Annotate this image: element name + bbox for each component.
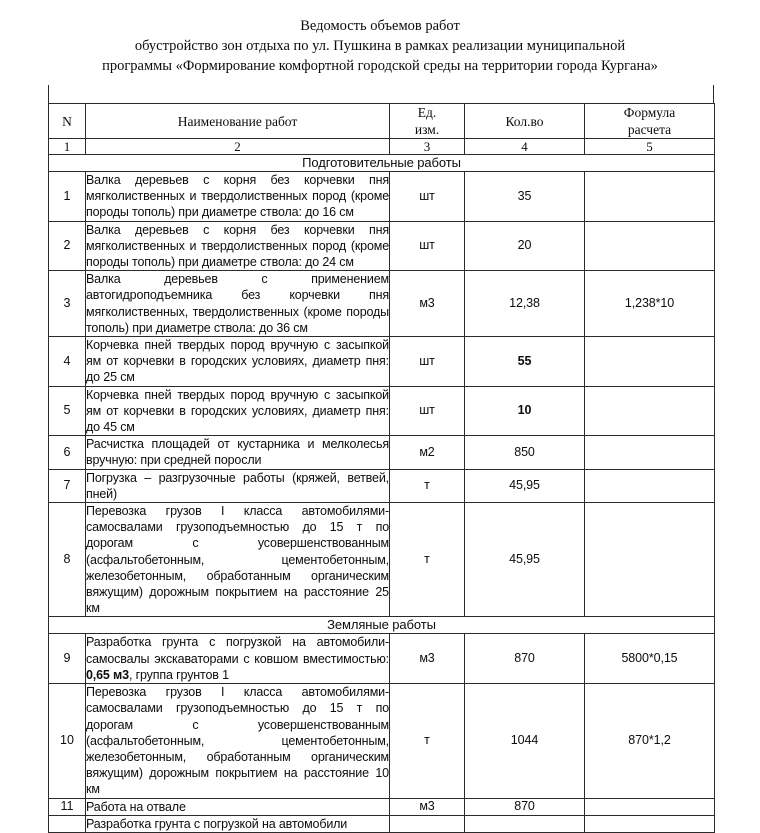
row-work-name: Валка деревьев с корня без корчевки пня мягколиственных и твердолиственных пород (кроме породы тополь) при диаметре ствола: до 24 см bbox=[86, 222, 389, 270]
row-formula bbox=[585, 436, 715, 469]
row-work-name-emphasis: 0,65 м3 bbox=[86, 667, 129, 682]
row-formula bbox=[585, 337, 715, 387]
row-work-name: Перевозка грузов I класса автомобилями-самосвалами грузоподъемностью до 15 т по дорогам с усовершенствованным (асфальтобетонным, цементобетонным, железобетонным, обработанным органическим вяжущим) дорожным покрытием на расстояние 10 км bbox=[86, 685, 389, 797]
header-unit-line-2: изм. bbox=[414, 122, 440, 137]
column-number-4: 4 bbox=[465, 139, 585, 155]
row-work-name bbox=[86, 634, 390, 684]
column-number-2: 2 bbox=[86, 139, 390, 155]
row-quantity: 45,95 bbox=[465, 503, 585, 617]
row-formula: 870*1,2 bbox=[585, 684, 715, 798]
table-row bbox=[49, 503, 715, 617]
table-row bbox=[49, 684, 715, 798]
table-row bbox=[49, 337, 715, 387]
row-formula bbox=[585, 172, 715, 222]
row-work-name: Валка деревьев с корня без корчевки пня мягколиственных и твердолиственных пород (кроме породы тополь) при диаметре ствола: до 16 см bbox=[86, 173, 389, 220]
row-quantity: 20 bbox=[465, 221, 585, 271]
row-quantity: 35 bbox=[465, 172, 585, 222]
column-number-5: 5 bbox=[585, 139, 715, 155]
table-row bbox=[49, 172, 715, 222]
row-number: 3 bbox=[49, 271, 86, 337]
row-quantity: 870 bbox=[465, 634, 585, 684]
row-number: 5 bbox=[49, 386, 86, 436]
section-title-earthworks: Земляные работы bbox=[49, 617, 715, 634]
title-line-1: Ведомость объемов работ bbox=[300, 18, 460, 34]
row-formula bbox=[585, 815, 715, 832]
tick-mark-left bbox=[48, 85, 49, 103]
row-quantity: 1044 bbox=[465, 684, 585, 798]
row-unit: шт bbox=[390, 221, 465, 271]
row-formula bbox=[585, 221, 715, 271]
row-work-name-suffix: , группа грунтов 1 bbox=[128, 667, 229, 682]
row-formula: 1,238*10 bbox=[585, 271, 715, 337]
row-number bbox=[49, 815, 86, 832]
row-number: 8 bbox=[49, 503, 86, 617]
row-quantity: 12,38 bbox=[465, 271, 585, 337]
table-body bbox=[49, 104, 715, 833]
header-formula-line-2: расчета bbox=[627, 122, 672, 137]
row-work-name: Работа на отвале bbox=[86, 798, 390, 815]
table-top-tick-marks bbox=[0, 85, 760, 103]
header-unit bbox=[390, 104, 465, 139]
document-title bbox=[0, 0, 760, 76]
table-row bbox=[49, 386, 715, 436]
table-row bbox=[49, 469, 715, 502]
table-row bbox=[49, 271, 715, 337]
row-number: 11 bbox=[49, 798, 86, 815]
row-unit: т bbox=[390, 684, 465, 798]
works-volume-table bbox=[48, 103, 715, 833]
table-row bbox=[49, 436, 715, 469]
row-unit: т bbox=[390, 503, 465, 617]
row-formula bbox=[585, 798, 715, 815]
row-work-name: Перевозка грузов I класса автомобилями-самосвалами грузоподъемностью до 15 т по дорогам с усовершенствованным (асфальтобетонным, цементобетонным, железобетонным, обработанным органическим вяжущим) дорожным покрытием на расстояние 25 км bbox=[86, 504, 389, 616]
tick-mark-right bbox=[713, 85, 714, 103]
row-unit: т bbox=[390, 469, 465, 502]
row-work-name: Корчевка пней твердых пород вручную с засыпкой ям от корчевки в городских условиях, диаметр пня: до 25 см bbox=[86, 338, 389, 385]
row-work-name: Расчистка площадей от кустарника и мелколесья вручную: при средней поросли bbox=[86, 437, 389, 468]
row-unit: м3 bbox=[390, 634, 465, 684]
row-number: 4 bbox=[49, 337, 86, 387]
row-number: 1 bbox=[49, 172, 86, 222]
row-formula: 5800*0,15 bbox=[585, 634, 715, 684]
row-work-name-prefix: Разработка грунта с погрузкой на автомобили-самосвалы экскаваторами с ковшом вместимостью: bbox=[86, 635, 389, 666]
table-row bbox=[49, 798, 715, 815]
row-quantity: 55 bbox=[465, 337, 585, 387]
row-formula bbox=[585, 469, 715, 502]
row-unit: шт bbox=[390, 172, 465, 222]
column-number-1: 1 bbox=[49, 139, 86, 155]
row-unit bbox=[390, 815, 465, 832]
header-num: N bbox=[49, 104, 86, 139]
row-unit: шт bbox=[390, 337, 465, 387]
row-number: 2 bbox=[49, 221, 86, 271]
table-row bbox=[49, 634, 715, 684]
row-quantity: 870 bbox=[465, 798, 585, 815]
row-formula bbox=[585, 503, 715, 617]
table-header-row bbox=[49, 104, 715, 139]
title-line-3: программы «Формирование комфортной городской среды на территории города Кургана» bbox=[102, 58, 658, 74]
section-row-earthworks bbox=[49, 617, 715, 634]
row-work-name: Погрузка – разгрузочные работы (кряжей, ветвей, пней) bbox=[86, 470, 389, 501]
row-number: 9 bbox=[49, 634, 86, 684]
row-unit: м3 bbox=[390, 798, 465, 815]
row-work-name: Корчевка пней твердых пород вручную с засыпкой ям от корчевки в городских условиях, диаметр пня: до 45 см bbox=[86, 387, 389, 435]
row-unit: м2 bbox=[390, 436, 465, 469]
section-row-preparatory bbox=[49, 155, 715, 172]
title-line-2: обустройство зон отдыха по ул. Пушкина в рамках реализации муниципальной bbox=[134, 38, 626, 54]
row-formula bbox=[585, 386, 715, 436]
row-unit: шт bbox=[390, 386, 465, 436]
row-number: 6 bbox=[49, 436, 86, 469]
header-formula-line-1: Формула bbox=[623, 105, 676, 120]
row-unit: м3 bbox=[390, 271, 465, 337]
header-name: Наименование работ bbox=[86, 104, 390, 139]
row-quantity: 45,95 bbox=[465, 469, 585, 502]
row-quantity: 850 bbox=[465, 436, 585, 469]
row-work-name: Валка деревьев с применением автогидроподъемника без корчевки пня мягколиственных, твердолиственных (кроме породы тополь) при диаметре ствола: до 36 см bbox=[86, 272, 389, 335]
section-title-preparatory: Подготовительные работы bbox=[49, 155, 715, 172]
row-number: 10 bbox=[49, 684, 86, 798]
header-quantity: Кол.во bbox=[465, 104, 585, 139]
table-row bbox=[49, 815, 715, 832]
column-number-row bbox=[49, 139, 715, 155]
row-quantity bbox=[465, 815, 585, 832]
header-unit-line-1: Ед. bbox=[417, 105, 437, 120]
row-quantity: 10 bbox=[465, 386, 585, 436]
row-work-name: Разработка грунта с погрузкой на автомобили bbox=[86, 815, 390, 832]
header-formula bbox=[585, 104, 715, 139]
column-number-3: 3 bbox=[390, 139, 465, 155]
table-row bbox=[49, 221, 715, 271]
row-number: 7 bbox=[49, 469, 86, 502]
